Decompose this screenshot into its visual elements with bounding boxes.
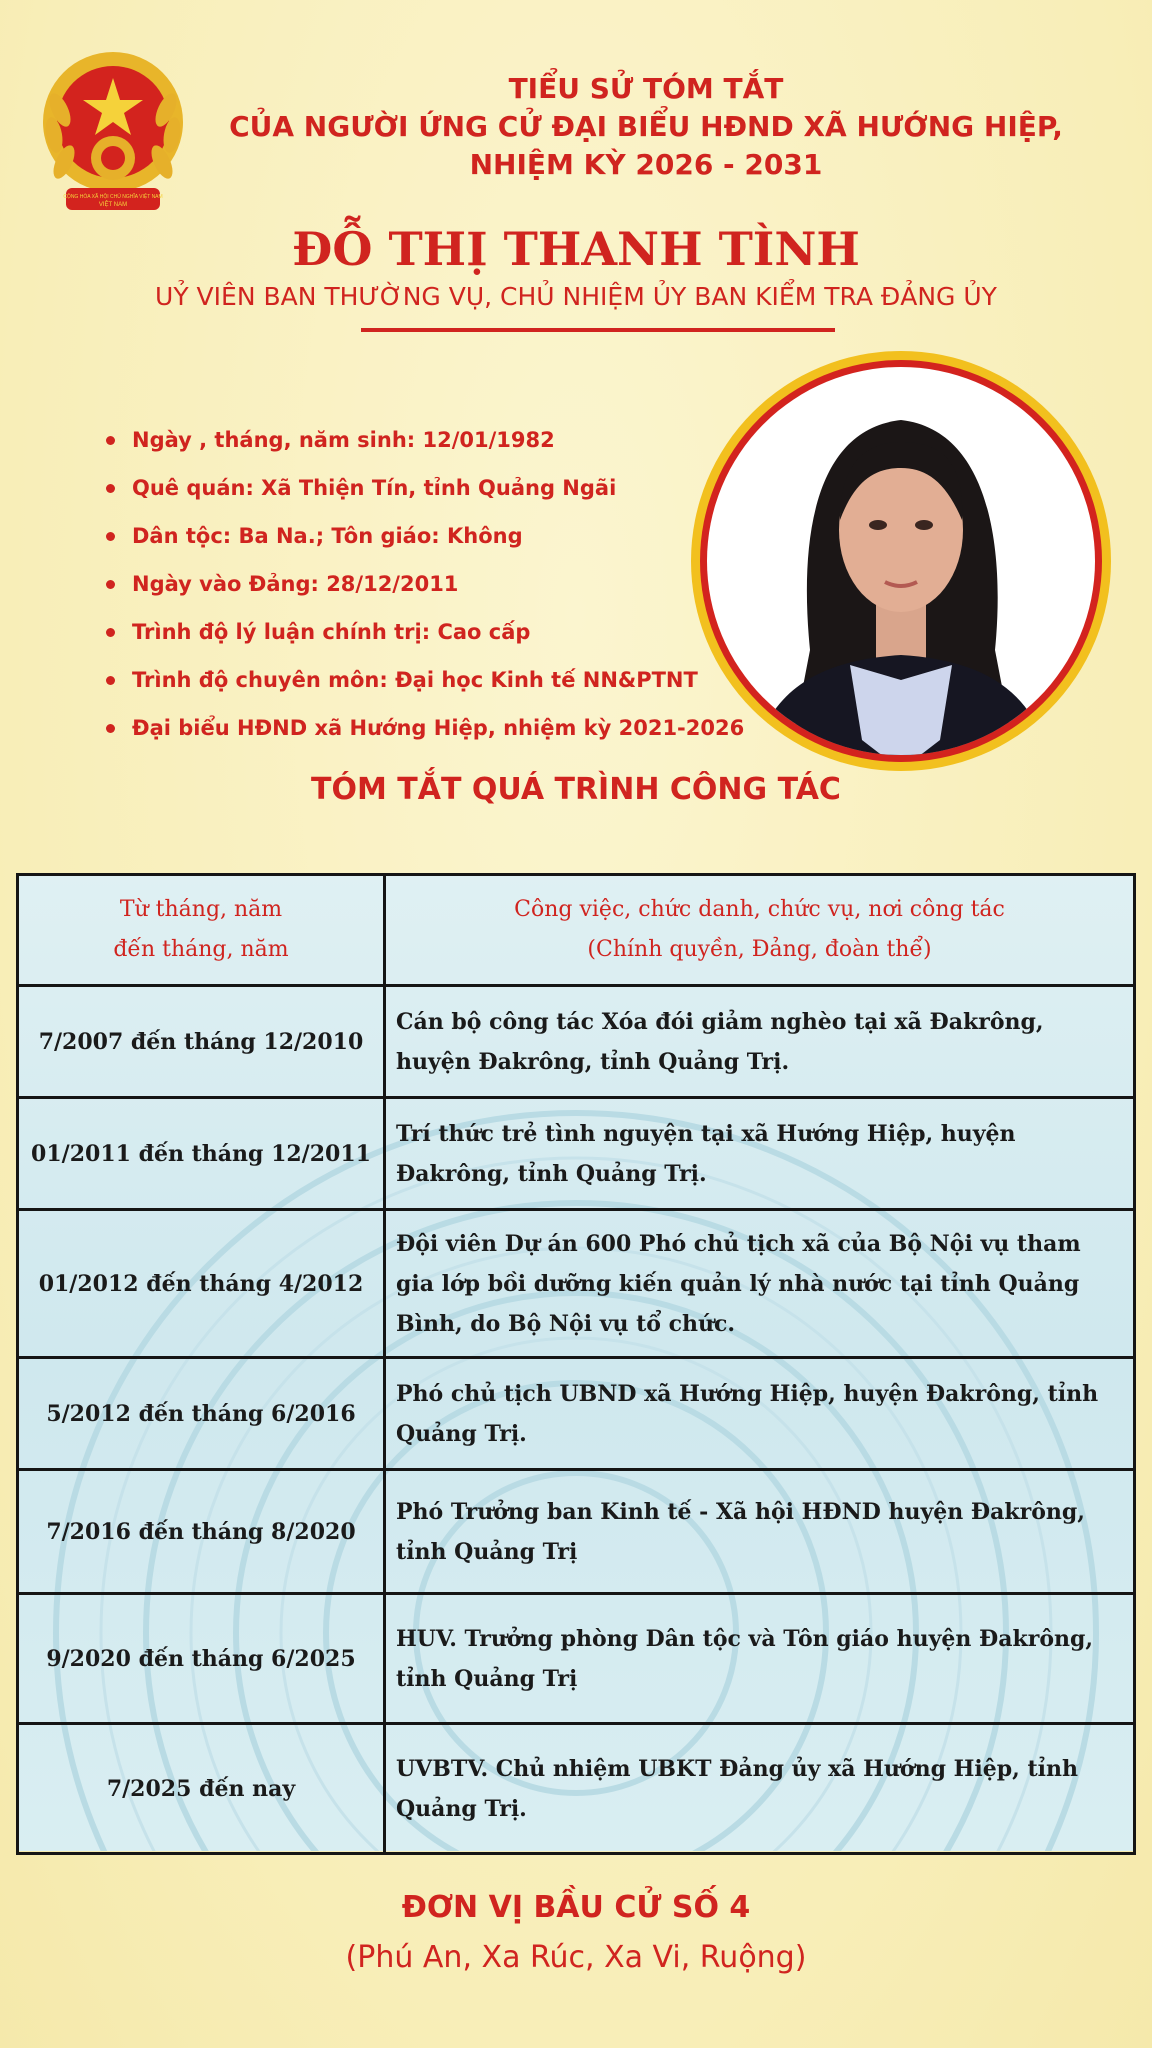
info-qualification: Trình độ chuyên môn: Đại học Kinh tế NN&PTNT <box>104 658 744 706</box>
period-cell: 7/2025 đến nay <box>18 1724 385 1854</box>
table-row <box>18 1098 1135 1210</box>
info-ethnicity-religion: Dân tộc: Ba Na.; Tôn giáo: Không <box>104 514 744 562</box>
table-row <box>18 1724 1135 1854</box>
info-political-theory: Trình độ lý luận chính trị: Cao cấp <box>104 610 744 658</box>
header-period-line-1: Từ tháng, năm <box>119 897 283 922</box>
table-row <box>18 1210 1135 1358</box>
info-hometown: Quê quán: Xã Thiện Tín, tỉnh Quảng Ngãi <box>104 466 744 514</box>
period-cell: 01/2012 đến tháng 4/2012 <box>18 1210 385 1358</box>
table-header-row <box>18 875 1135 986</box>
career-table-container <box>16 873 1136 1851</box>
info-party-join-date: Ngày vào Đảng: 28/12/2011 <box>104 562 744 610</box>
table-row <box>18 986 1135 1098</box>
header-period-line-2: đến tháng, năm <box>113 937 289 962</box>
description-cell: UVBTV. Chủ nhiệm UBKT Đảng ủy xã Hướng Hiệp, tỉnh Quảng Trị. <box>385 1724 1135 1854</box>
title-divider <box>361 328 835 332</box>
header-period <box>18 875 385 986</box>
period-cell: 9/2020 đến tháng 6/2025 <box>18 1594 385 1724</box>
description-cell: Cán bộ công tác Xóa đói giảm nghèo tại xã Đakrông, huyện Đakrông, tỉnh Quảng Trị. <box>385 986 1135 1098</box>
table-row <box>18 1594 1135 1724</box>
emblem-motto: CỘNG HÒA XÃ HỘI CHỦ NGHĨA VIỆT NAM <box>63 194 163 200</box>
table-row <box>18 1470 1135 1594</box>
period-cell: 5/2012 đến tháng 6/2016 <box>18 1358 385 1470</box>
header-line-2: CỦA NGƯỜI ỨNG CỬ ĐẠI BIỂU HĐND XÃ HƯỚNG HIỆP, <box>229 110 1063 143</box>
description-cell: Phó Trưởng ban Kinh tế - Xã hội HĐND huyện Đakrông, tỉnh Quảng Trị <box>385 1470 1135 1594</box>
header-description-line-1: Công việc, chức danh, chức vụ, nơi công tác <box>514 897 1005 922</box>
table-row <box>18 1358 1135 1470</box>
description-cell: Phó chủ tịch UBND xã Hướng Hiệp, huyện Đakrông, tỉnh Quảng Trị. <box>385 1358 1135 1470</box>
candidate-portrait <box>690 350 1112 772</box>
info-previous-term: Đại biểu HĐND xã Hướng Hiệp, nhiệm kỳ 2021-2026 <box>104 706 744 754</box>
personal-info-list <box>104 418 744 754</box>
description-cell: HUV. Trưởng phòng Dân tộc và Tôn giáo huyện Đakrông, tỉnh Quảng Trị <box>385 1594 1135 1724</box>
info-birthdate: Ngày , tháng, năm sinh: 12/01/1982 <box>104 418 744 466</box>
header-line-1: TIỂU SỬ TÓM TẮT <box>508 72 784 105</box>
emblem-country: VIỆT NAM <box>98 202 128 208</box>
electoral-unit: ĐƠN VỊ BẦU CỬ SỐ 4 <box>401 1890 751 1925</box>
description-cell: Trí thức trẻ tình nguyện tại xã Hướng Hiệp, huyện Đakrông, tỉnh Quảng Trị. <box>385 1098 1135 1210</box>
document-header <box>0 70 1152 184</box>
period-cell: 7/2016 đến tháng 8/2020 <box>18 1470 385 1594</box>
header-description <box>385 875 1135 986</box>
period-cell: 7/2007 đến tháng 12/2010 <box>18 986 385 1098</box>
description-cell: Đội viên Dự án 600 Phó chủ tịch xã của Bộ Nội vụ tham gia lớp bồi dưỡng kiến quản lý nhà nước tại tỉnh Quảng Bình, do Bộ Nội vụ tổ chức. <box>385 1210 1135 1358</box>
candidate-name: ĐỖ THỊ THANH TÌNH <box>292 222 860 276</box>
header-description-line-2: (Chính quyền, Đảng, đoàn thể) <box>587 937 932 962</box>
electoral-areas: (Phú An, Xa Rúc, Xa Vi, Ruộng) <box>345 1940 807 1975</box>
career-section-title: TÓM TẮT QUÁ TRÌNH CÔNG TÁC <box>311 772 841 807</box>
header-line-3: NHIỆM KỲ 2026 - 2031 <box>469 148 823 181</box>
period-cell: 01/2011 đến tháng 12/2011 <box>18 1098 385 1210</box>
candidate-role: UỶ VIÊN BAN THƯỜNG VỤ, CHỦ NHIỆM ỦY BAN KIỂM TRA ĐẢNG ỦY <box>155 282 997 311</box>
career-table <box>16 873 1136 1855</box>
